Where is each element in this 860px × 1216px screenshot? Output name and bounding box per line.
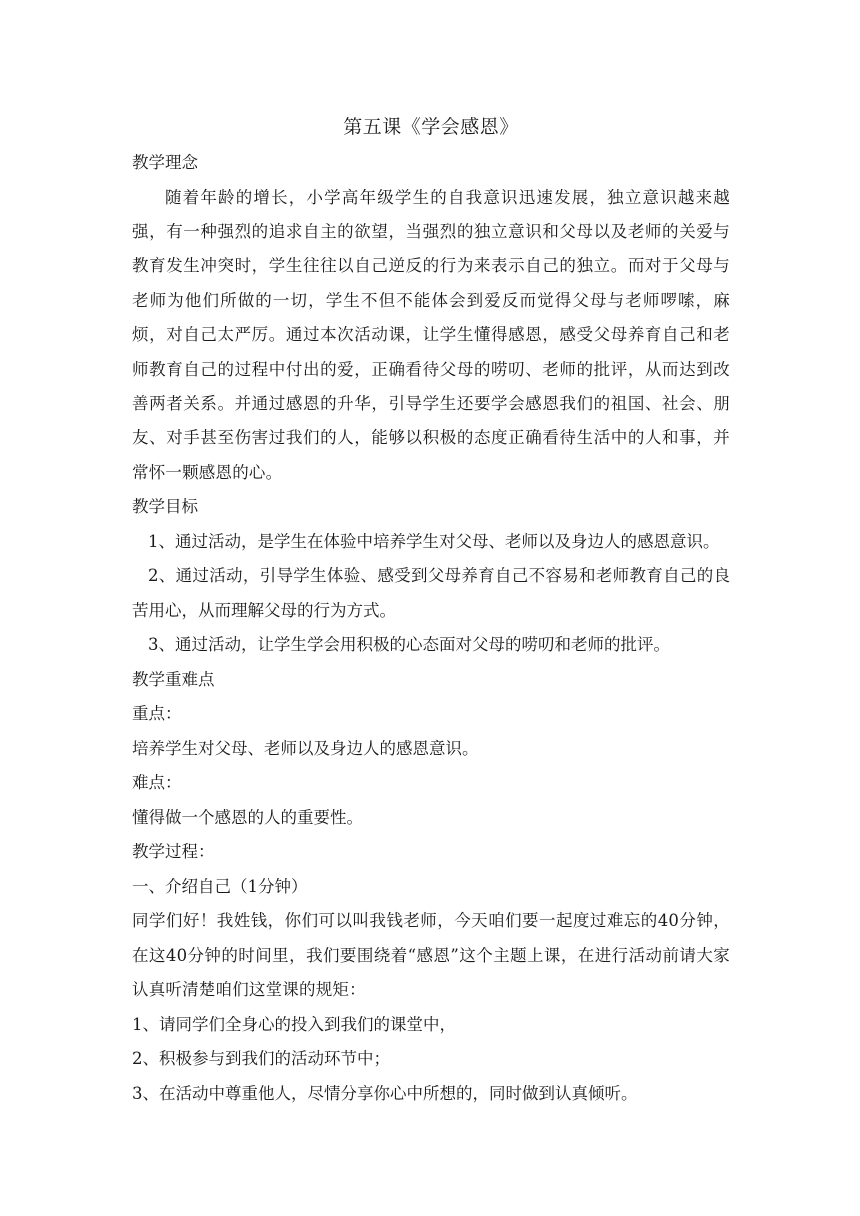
step-one-heading: 一、介绍自己（1分钟） [132,876,308,896]
rule-item: 2、积极参与到我们的活动环节中； [132,1049,390,1069]
goal-item: 3、通过活动，让学生学会用积极的心态面对父母的唠叨和老师的批评。 [148,635,670,655]
rule-item: 3、在活动中尊重他人，尽情分享你心中所想的，同时做到认真倾听。 [132,1083,638,1103]
goal-item: 2、通过活动，引导学生体验、感受到父母养育自己不容易和老师教育自己的良苦用心，从而理解父母的行为方式。 [132,566,730,620]
document-title: 第五课《学会感恩》 [343,116,519,138]
key-point-text: 培养学生对父母、老师以及身边人的感恩意识。 [132,738,479,758]
document-page [132,108,730,1111]
difficult-point-label: 难点： [132,773,182,793]
philosophy-paragraph: 随着年龄的增长，小学高年级学生的自我意识迅速发展，独立意识越来越强，有一种强烈的追求自主的欲望，当强烈的独立意识和父母以及老师的关爱与教育发生冲突时，学生往往以自己逆反的行为来表示自己的独立。而对于父母与老师为他们所做的一切，学生不但不能体会到爱反而觉得父母与老师啰嗦，麻烦，对自己太严厉。通过本次活动课，让学生懂得感恩，感受父母养育自己和老师教育自己的过程中付出的爱，正确看待父母的唠叨、老师的批评，从而达到改善两者关系。并通过感恩的升华，引导学生还要学会感恩我们的祖国、社会、朋友、对手甚至伤害过我们的人，能够以积极的态度正确看待生活中的人和事，并常怀一颗感恩的心。 [132,187,730,482]
difficult-point-text: 懂得做一个感恩的人的重要性。 [132,807,363,827]
goal-item: 1、通过活动，是学生在体验中培养学生对父母、老师以及身边人的感恩意识。 [148,531,720,551]
step-one-paragraph: 同学们好！我姓钱，你们可以叫我钱老师，今天咱们要一起度过难忘的40分钟，在这40分钟的时间里，我们要围绕着“感恩”这个主题上课，在进行活动前请大家认真听清楚咱们这堂课的规矩： [132,911,730,1000]
rule-item: 1、请同学们全身心的投入到我们的课堂中， [132,1014,456,1034]
key-difficult-heading: 教学重难点 [132,669,215,689]
key-point-label: 重点： [132,704,182,724]
process-heading: 教学过程： [132,842,215,862]
philosophy-heading: 教学理念 [132,153,198,172]
goals-heading: 教学目标 [132,497,198,517]
